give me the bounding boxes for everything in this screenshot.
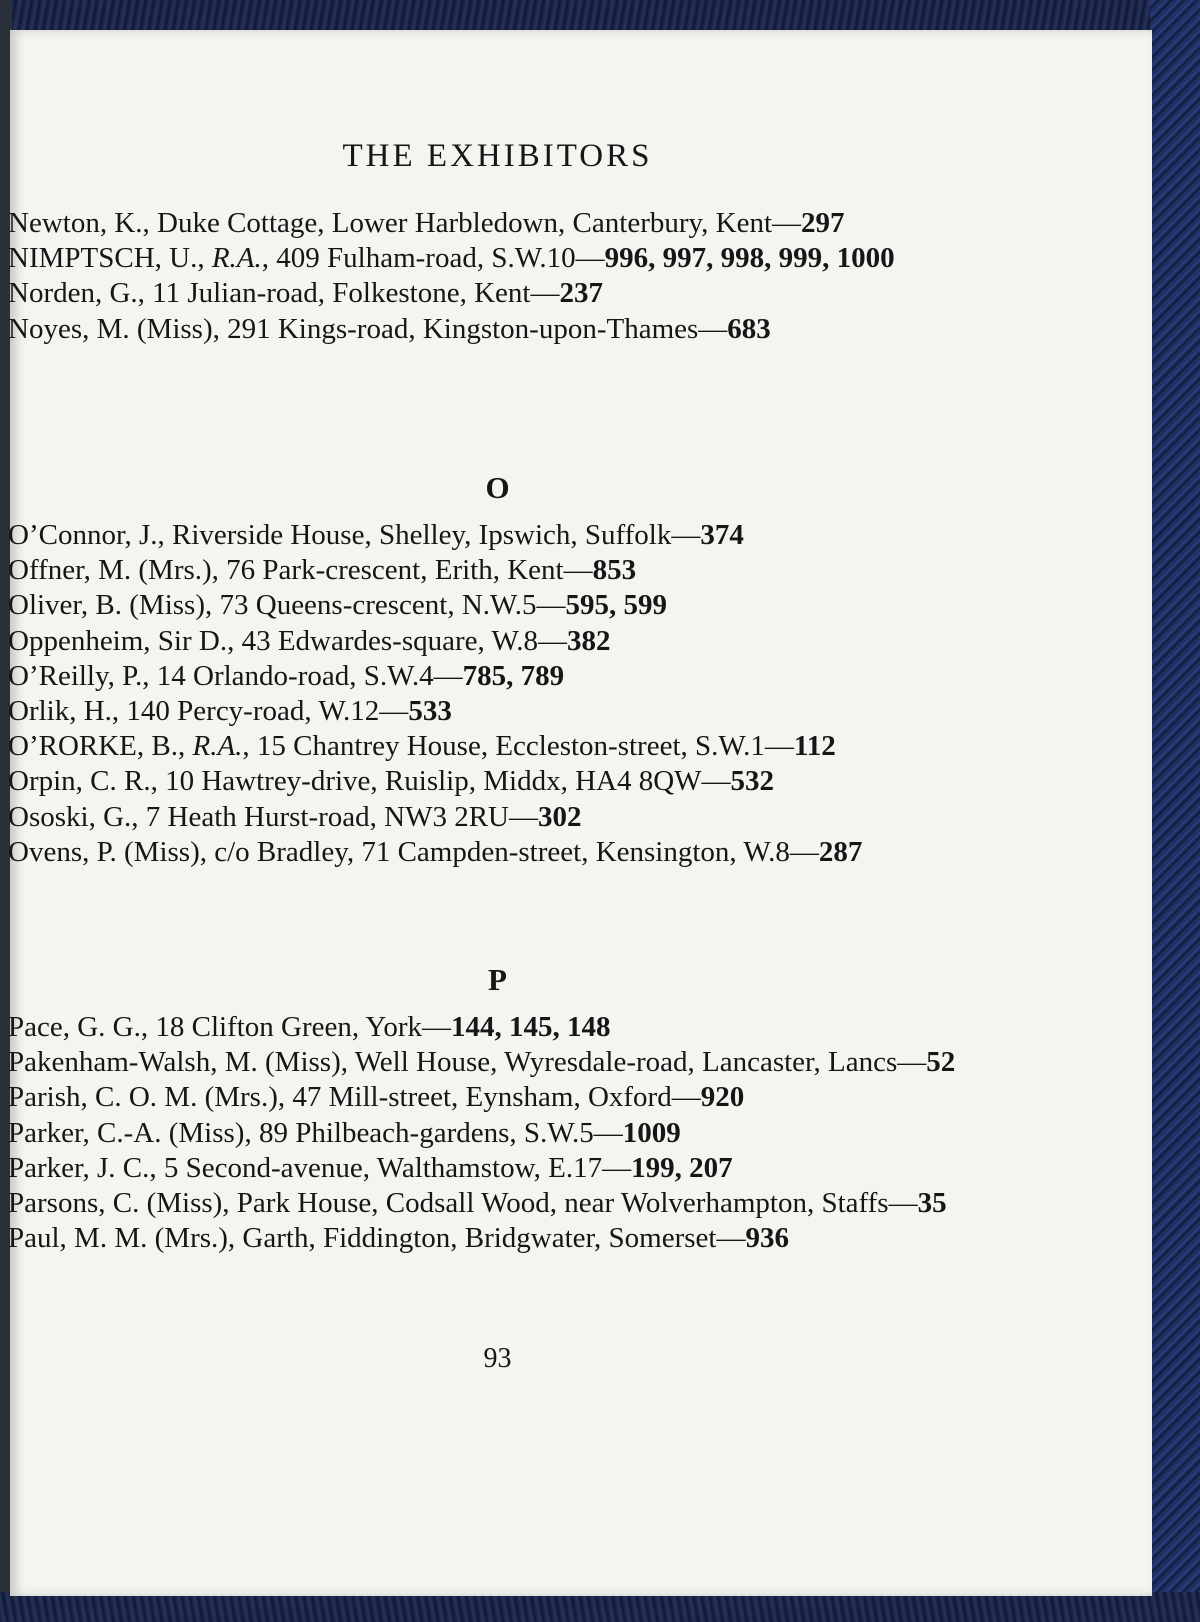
exhibitor-entry: Pakenham-Walsh, M. (Miss), Well House, Wyresdale-road, Lancaster, Lancs—52	[8, 1046, 956, 1079]
exhibitor-entry: Orpin, C. R., 10 Hawtrey-drive, Ruislip, Middx, HA4 8QW—532	[8, 765, 775, 798]
exhibitor-entry: Parish, C. O. M. (Mrs.), 47 Mill-street, Eynsham, Oxford—920	[8, 1081, 745, 1114]
section-heading-o: O	[485, 470, 510, 505]
exhibitor-entry: Newton, K., Duke Cottage, Lower Harbledown, Canterbury, Kent—297	[8, 207, 845, 239]
exhibitor-entry: Ovens, P. (Miss), c/o Bradley, 71 Campden-street, Kensington, W.8—287	[8, 835, 863, 868]
exhibitor-entry: Norden, G., 11 Julian-road, Folkestone, Kent—237	[8, 277, 603, 310]
exhibitor-entry: Oliver, B. (Miss), 73 Queens-crescent, N.W.5—595, 599	[8, 589, 668, 622]
exhibitor-entry: NIMPTSCH, U., R.A., 409 Fulham-road, S.W.10—996, 997, 998, 999, 1000	[8, 242, 895, 275]
section-o-entries	[8, 518, 978, 870]
page-number: 93	[483, 1343, 512, 1374]
book-cover-bottom-edge	[0, 1592, 1200, 1622]
exhibitor-entry: Parsons, C. (Miss), Park House, Codsall Wood, near Wolverhampton, Staffs—35	[8, 1187, 947, 1220]
section-heading-p: P	[488, 962, 507, 997]
exhibitor-entry: O’Reilly, P., 14 Orlando-road, S.W.4—785, 789	[8, 659, 565, 692]
book-cover-right-edge	[1150, 0, 1200, 1622]
page-title: THE EXHIBITORS	[342, 138, 653, 174]
exhibitor-entry: Parker, C.-A. (Miss), 89 Philbeach-gardens, S.W.5—1009	[8, 1116, 681, 1149]
exhibitor-entry: Ososki, G., 7 Heath Hurst-road, NW3 2RU—302	[8, 800, 582, 833]
book-cover-top-edge	[0, 0, 1200, 34]
section-n-entries	[8, 206, 978, 347]
exhibitor-entry: Parker, J. C., 5 Second-avenue, Walthamstow, E.17—199, 207	[8, 1151, 733, 1184]
exhibitor-entry: Oppenheim, Sir D., 43 Edwardes-square, W.8—382	[8, 624, 611, 657]
exhibitor-entry: Orlik, H., 140 Percy-road, W.12—533	[8, 695, 452, 728]
exhibitor-entry: O’RORKE, B., R.A., 15 Chantrey House, Eccleston-street, S.W.1—112	[8, 730, 836, 763]
exhibitor-entry: Offner, M. (Mrs.), 76 Park-crescent, Erith, Kent—853	[8, 554, 637, 587]
section-p-entries	[8, 1010, 978, 1256]
exhibitor-entry: Pace, G. G., 18 Clifton Green, York—144, 145, 148	[8, 1011, 611, 1043]
exhibitor-entry: Noyes, M. (Miss), 291 Kings-road, Kingston-upon-Thames—683	[8, 312, 771, 345]
exhibitor-entry: Paul, M. M. (Mrs.), Garth, Fiddington, Bridgwater, Somerset—936	[8, 1222, 789, 1255]
exhibitor-entry: O’Connor, J., Riverside House, Shelley, Ipswich, Suffolk—374	[8, 519, 744, 551]
book-page	[10, 30, 1152, 1596]
